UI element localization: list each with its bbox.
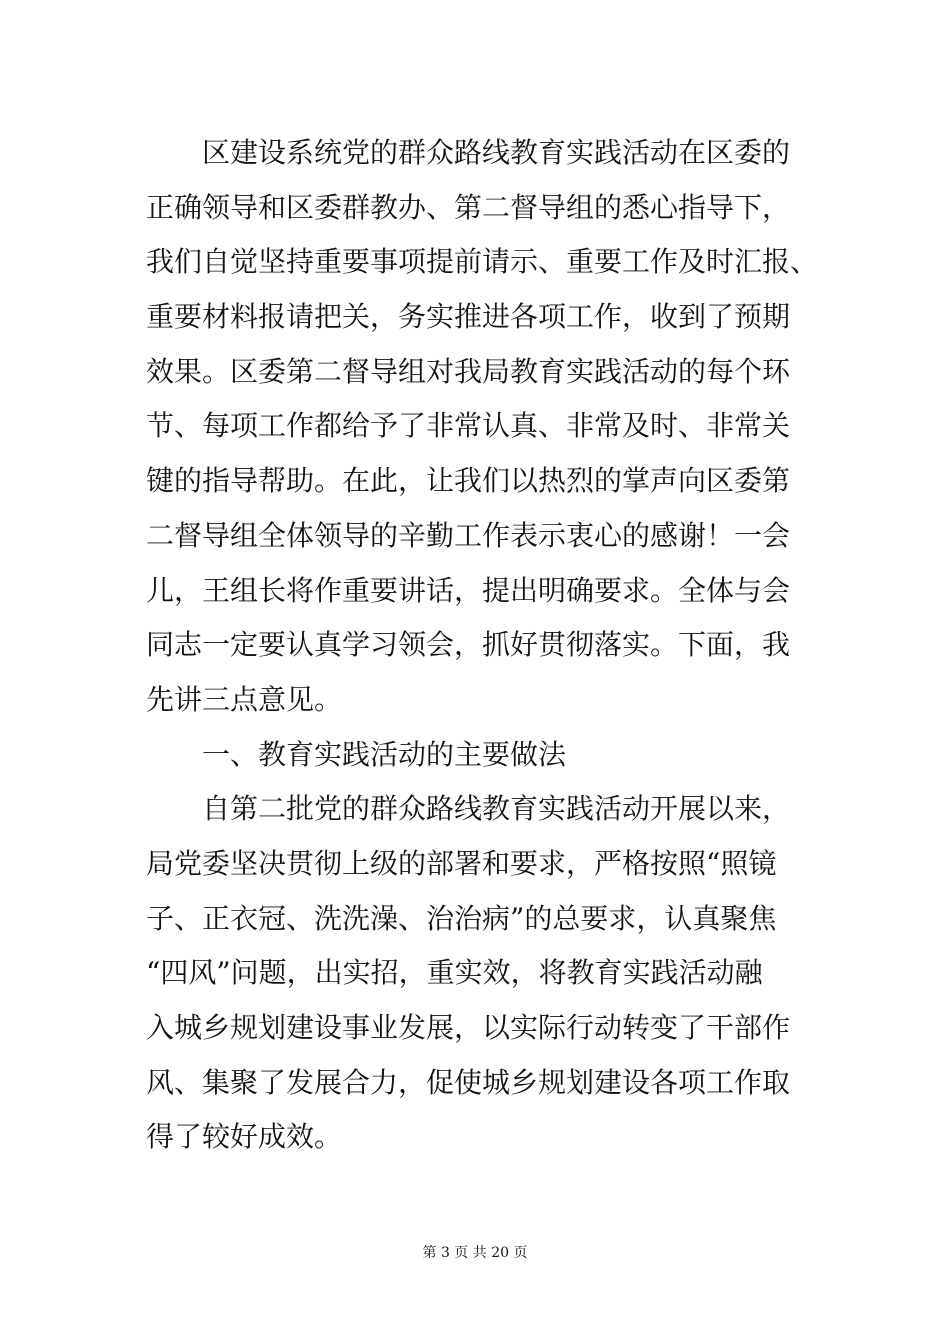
text-line: 入城乡规划建设事业发展，以实际行动转变了干部作 [146,1011,791,1044]
text-line: 儿，王组长将作重要讲话，提出明确要求。全体与会 [146,573,791,607]
text-line: 键的指导帮助。在此，让我们以热烈的掌声向区委第 [146,464,791,498]
text-line: 风、集聚了发展合力，促使城乡规划建设各项工作取 [146,1065,791,1099]
text-line: 得了较好成效。 [146,1120,343,1154]
text-line: 二督导组全体领导的辛勤工作表示衷心的感谢！一会 [146,518,791,552]
text-line: 重要材料报请把关，务实推进各项工作，收到了预期 [146,300,791,334]
text-line: 自第二批党的群众路线教育实践活动开展以来， [202,792,791,826]
page-number-footer: 第 3 页 共 20 页 [422,1245,528,1261]
text-line: 子、正衣冠、洗洗澡、治治病”的总要求，认真聚焦 [146,901,777,935]
section-heading: 一、教育实践活动的主要做法 [202,737,567,771]
text-line: 先讲三点意见。 [146,682,343,716]
text-line: “四风”问题，出实招，重实效，将教育实践活动融 [146,956,763,990]
text-line: 同志一定要认真学习领会，抓好贯彻落实。下面，我 [146,628,791,662]
text-line: 节、每项工作都给予了非常认真、非常及时、非常关 [146,409,791,443]
text-line: 我们自觉坚持重要事项提前请示、重要工作及时汇报、 [146,245,819,279]
text-line: 正确领导和区委群教办、第二督导组的悉心指导下， [146,190,791,224]
text-line: 区建设系统党的群众路线教育实践活动在区委的 [202,136,791,169]
text-line: 效果。区委第二督导组对我局教育实践活动的每个环 [146,354,791,388]
text-line: 局党委坚决贯彻上级的部署和要求，严格按照“照镜 [146,846,777,880]
body-text [146,126,818,1165]
